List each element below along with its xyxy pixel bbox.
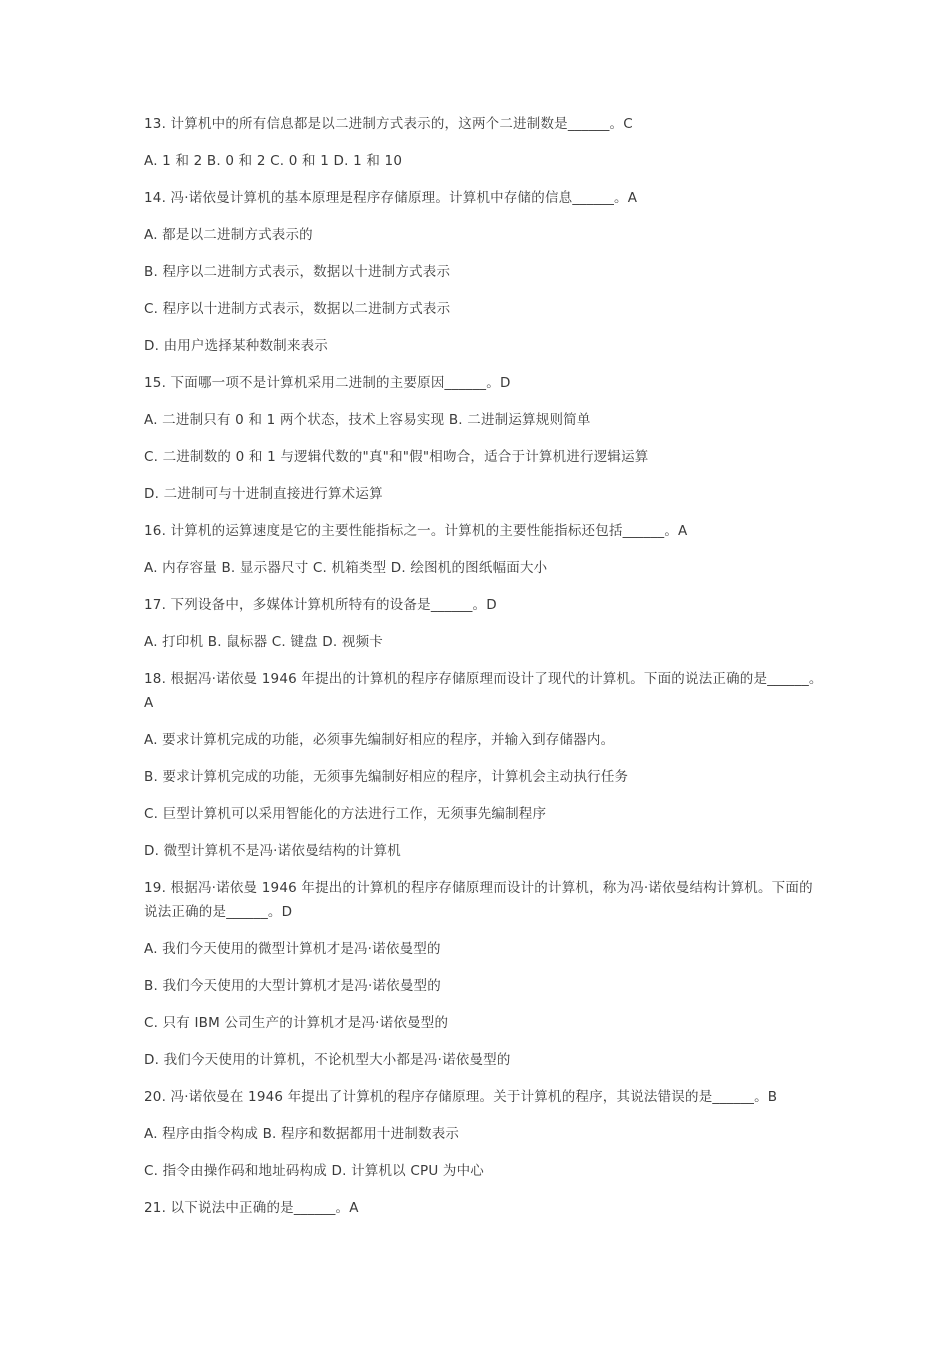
option-14-a: A. 都是以二进制方式表示的 (144, 227, 313, 243)
options-17: A. 打印机 B. 鼠标器 C. 键盘 D. 视频卡 (144, 634, 383, 650)
options-20-cd: C. 指令由操作码和地址码构成 D. 计算机以 CPU 为中心 (144, 1163, 485, 1179)
option-19-b: B. 我们今天使用的大型计算机才是冯·诺依曼型的 (144, 978, 441, 994)
question-21: 21. 以下说法中正确的是______。A (144, 1200, 359, 1216)
option-18-b: B. 要求计算机完成的功能，无须事先编制好相应的程序，计算机会主动执行任务 (144, 769, 629, 785)
option-18-c: C. 巨型计算机可以采用智能化的方法进行工作，无须事先编制程序 (144, 806, 547, 822)
option-18-d: D. 微型计算机不是冯·诺依曼结构的计算机 (144, 843, 401, 859)
option-15-d: D. 二进制可与十进制直接进行算术运算 (144, 486, 383, 502)
question-16: 16. 计算机的运算速度是它的主要性能指标之一。计算机的主要性能指标还包括______。A (144, 523, 688, 539)
option-14-c: C. 程序以十进制方式表示，数据以二进制方式表示 (144, 301, 451, 317)
options-20-ab: A. 程序由指令构成 B. 程序和数据都用十进制数表示 (144, 1126, 460, 1142)
option-18-a: A. 要求计算机完成的功能，必须事先编制好相应的程序，并输入到存储器内。 (144, 732, 615, 748)
question-18: 18. 根据冯·诺依曼 1946 年提出的计算机的程序存储原理而设计了现代的计算机。下面的说法正确的是______。A (144, 671, 823, 711)
question-list (144, 112, 824, 1233)
question-13: 13. 计算机中的所有信息都是以二进制方式表示的，这两个二进制数是______。C (144, 116, 633, 132)
options-16: A. 内存容量 B. 显示器尺寸 C. 机箱类型 D. 绘图机的图纸幅面大小 (144, 560, 548, 576)
option-14-d: D. 由用户选择某种数制来表示 (144, 338, 328, 354)
question-14: 14. 冯·诺依曼计算机的基本原理是程序存储原理。计算机中存储的信息______。A (144, 190, 638, 206)
question-20: 20. 冯·诺依曼在 1946 年提出了计算机的程序存储原理。关于计算机的程序，其说法错误的是______。B (144, 1089, 778, 1105)
option-14-b: B. 程序以二进制方式表示，数据以十进制方式表示 (144, 264, 451, 280)
question-19: 19. 根据冯·诺依曼 1946 年提出的计算机的程序存储原理而设计的计算机，称为冯·诺依曼结构计算机。下面的说法正确的是______。D (144, 880, 813, 920)
option-15-c: C. 二进制数的 0 和 1 与逻辑代数的"真"和"假"相吻合，适合于计算机进行逻辑运算 (144, 449, 649, 465)
question-15: 15. 下面哪一项不是计算机采用二进制的主要原因______。D (144, 375, 511, 391)
option-19-d: D. 我们今天使用的计算机，不论机型大小都是冯·诺依曼型的 (144, 1052, 511, 1068)
options-15-ab: A. 二进制只有 0 和 1 两个状态，技术上容易实现 B. 二进制运算规则简单 (144, 412, 591, 428)
option-19-a: A. 我们今天使用的微型计算机才是冯·诺依曼型的 (144, 941, 441, 957)
options-13: A. 1 和 2 B. 0 和 2 C. 0 和 1 D. 1 和 10 (144, 153, 403, 169)
option-19-c: C. 只有 IBM 公司生产的计算机才是冯·诺依曼型的 (144, 1015, 449, 1031)
question-17: 17. 下列设备中，多媒体计算机所特有的设备是______。D (144, 597, 497, 613)
